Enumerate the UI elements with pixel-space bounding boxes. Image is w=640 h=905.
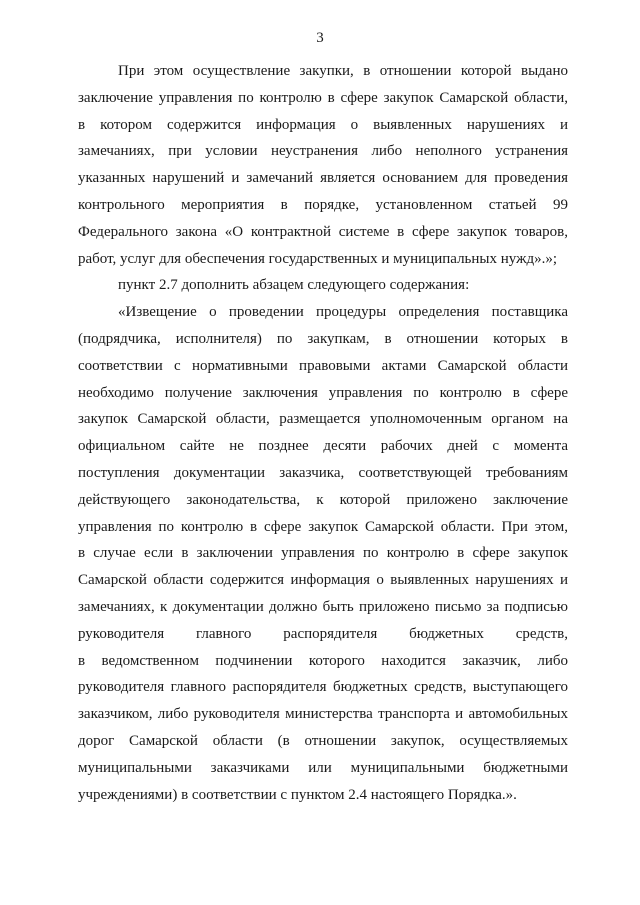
text-line: замечаниях, при условии неустранения либо неполного устранения bbox=[78, 143, 568, 160]
text-line: руководителя главного распорядителя бюджетных средств, выступающего bbox=[78, 679, 568, 696]
text-line: руководителя главного распорядителя бюджетных средств, bbox=[78, 625, 568, 642]
text-line: (подрядчика, исполнителя) по закупкам, в отношении которых в bbox=[78, 330, 568, 347]
text-line: Самарской области содержится информация о выявленных нарушениях и bbox=[78, 572, 568, 589]
text-line: действующего законодательства, к которой приложено заключение bbox=[78, 491, 568, 508]
text-line: заключение управления по контролю в сфере закупок Самарской области, bbox=[78, 89, 568, 106]
paragraph-procurement-control bbox=[78, 58, 568, 272]
text-line: пункт 2.7 дополнить абзацем следующего содержания: bbox=[118, 277, 470, 294]
paragraph-amendment-instruction bbox=[78, 272, 568, 299]
text-line: соответствии с нормативными правовыми актами Самарской области bbox=[78, 357, 568, 374]
text-line: управления по контролю в сфере закупок Самарской области. При этом, bbox=[78, 518, 568, 535]
text-line: закупок Самарской области, размещается уполномоченным органом на bbox=[78, 411, 568, 428]
text-line: в случае если в заключении управления по контролю в сфере закупок bbox=[78, 545, 568, 562]
text-line: муниципальными заказчиками или муниципальными бюджетными bbox=[78, 759, 568, 776]
text-line: Федерального закона «О контрактной системе в сфере закупок товаров, bbox=[78, 223, 568, 240]
text-line: необходимо получение заключения управления по контролю в сфере bbox=[78, 384, 568, 401]
text-line: дорог Самарской области (в отношении закупок, осуществляемых bbox=[78, 732, 568, 749]
page-number: 3 bbox=[316, 30, 324, 46]
document-body bbox=[78, 58, 568, 808]
text-line: официальном сайте не позднее десяти рабочих дней с момента bbox=[78, 438, 568, 455]
text-line: «Извещение о проведении процедуры определения поставщика bbox=[118, 304, 568, 321]
text-line: работ, услуг для обеспечения государственных и муниципальных нужд».»; bbox=[78, 250, 557, 267]
paragraph-notice-text bbox=[78, 299, 568, 808]
text-line: в котором содержится информация о выявленных нарушениях и bbox=[78, 116, 568, 133]
text-line: заказчиком, либо руководителя министерства транспорта и автомобильных bbox=[78, 706, 568, 723]
text-line: в ведомственном подчинении которого находится заказчик, либо bbox=[78, 652, 568, 669]
text-line: учреждениями) в соответствии с пунктом 2.4 настоящего Порядка.». bbox=[78, 786, 517, 803]
text-line: поступления документации заказчика, соответствующей требованиям bbox=[78, 464, 568, 481]
text-line: указанных нарушений и замечаний является основанием для проведения bbox=[78, 170, 568, 187]
text-line: замечаниях, к документации должно быть приложено письмо за подписью bbox=[78, 598, 568, 615]
text-line: контрольного мероприятия в порядке, установленном статьей 99 bbox=[78, 196, 568, 213]
text-line: При этом осуществление закупки, в отношении которой выдано bbox=[118, 63, 568, 79]
